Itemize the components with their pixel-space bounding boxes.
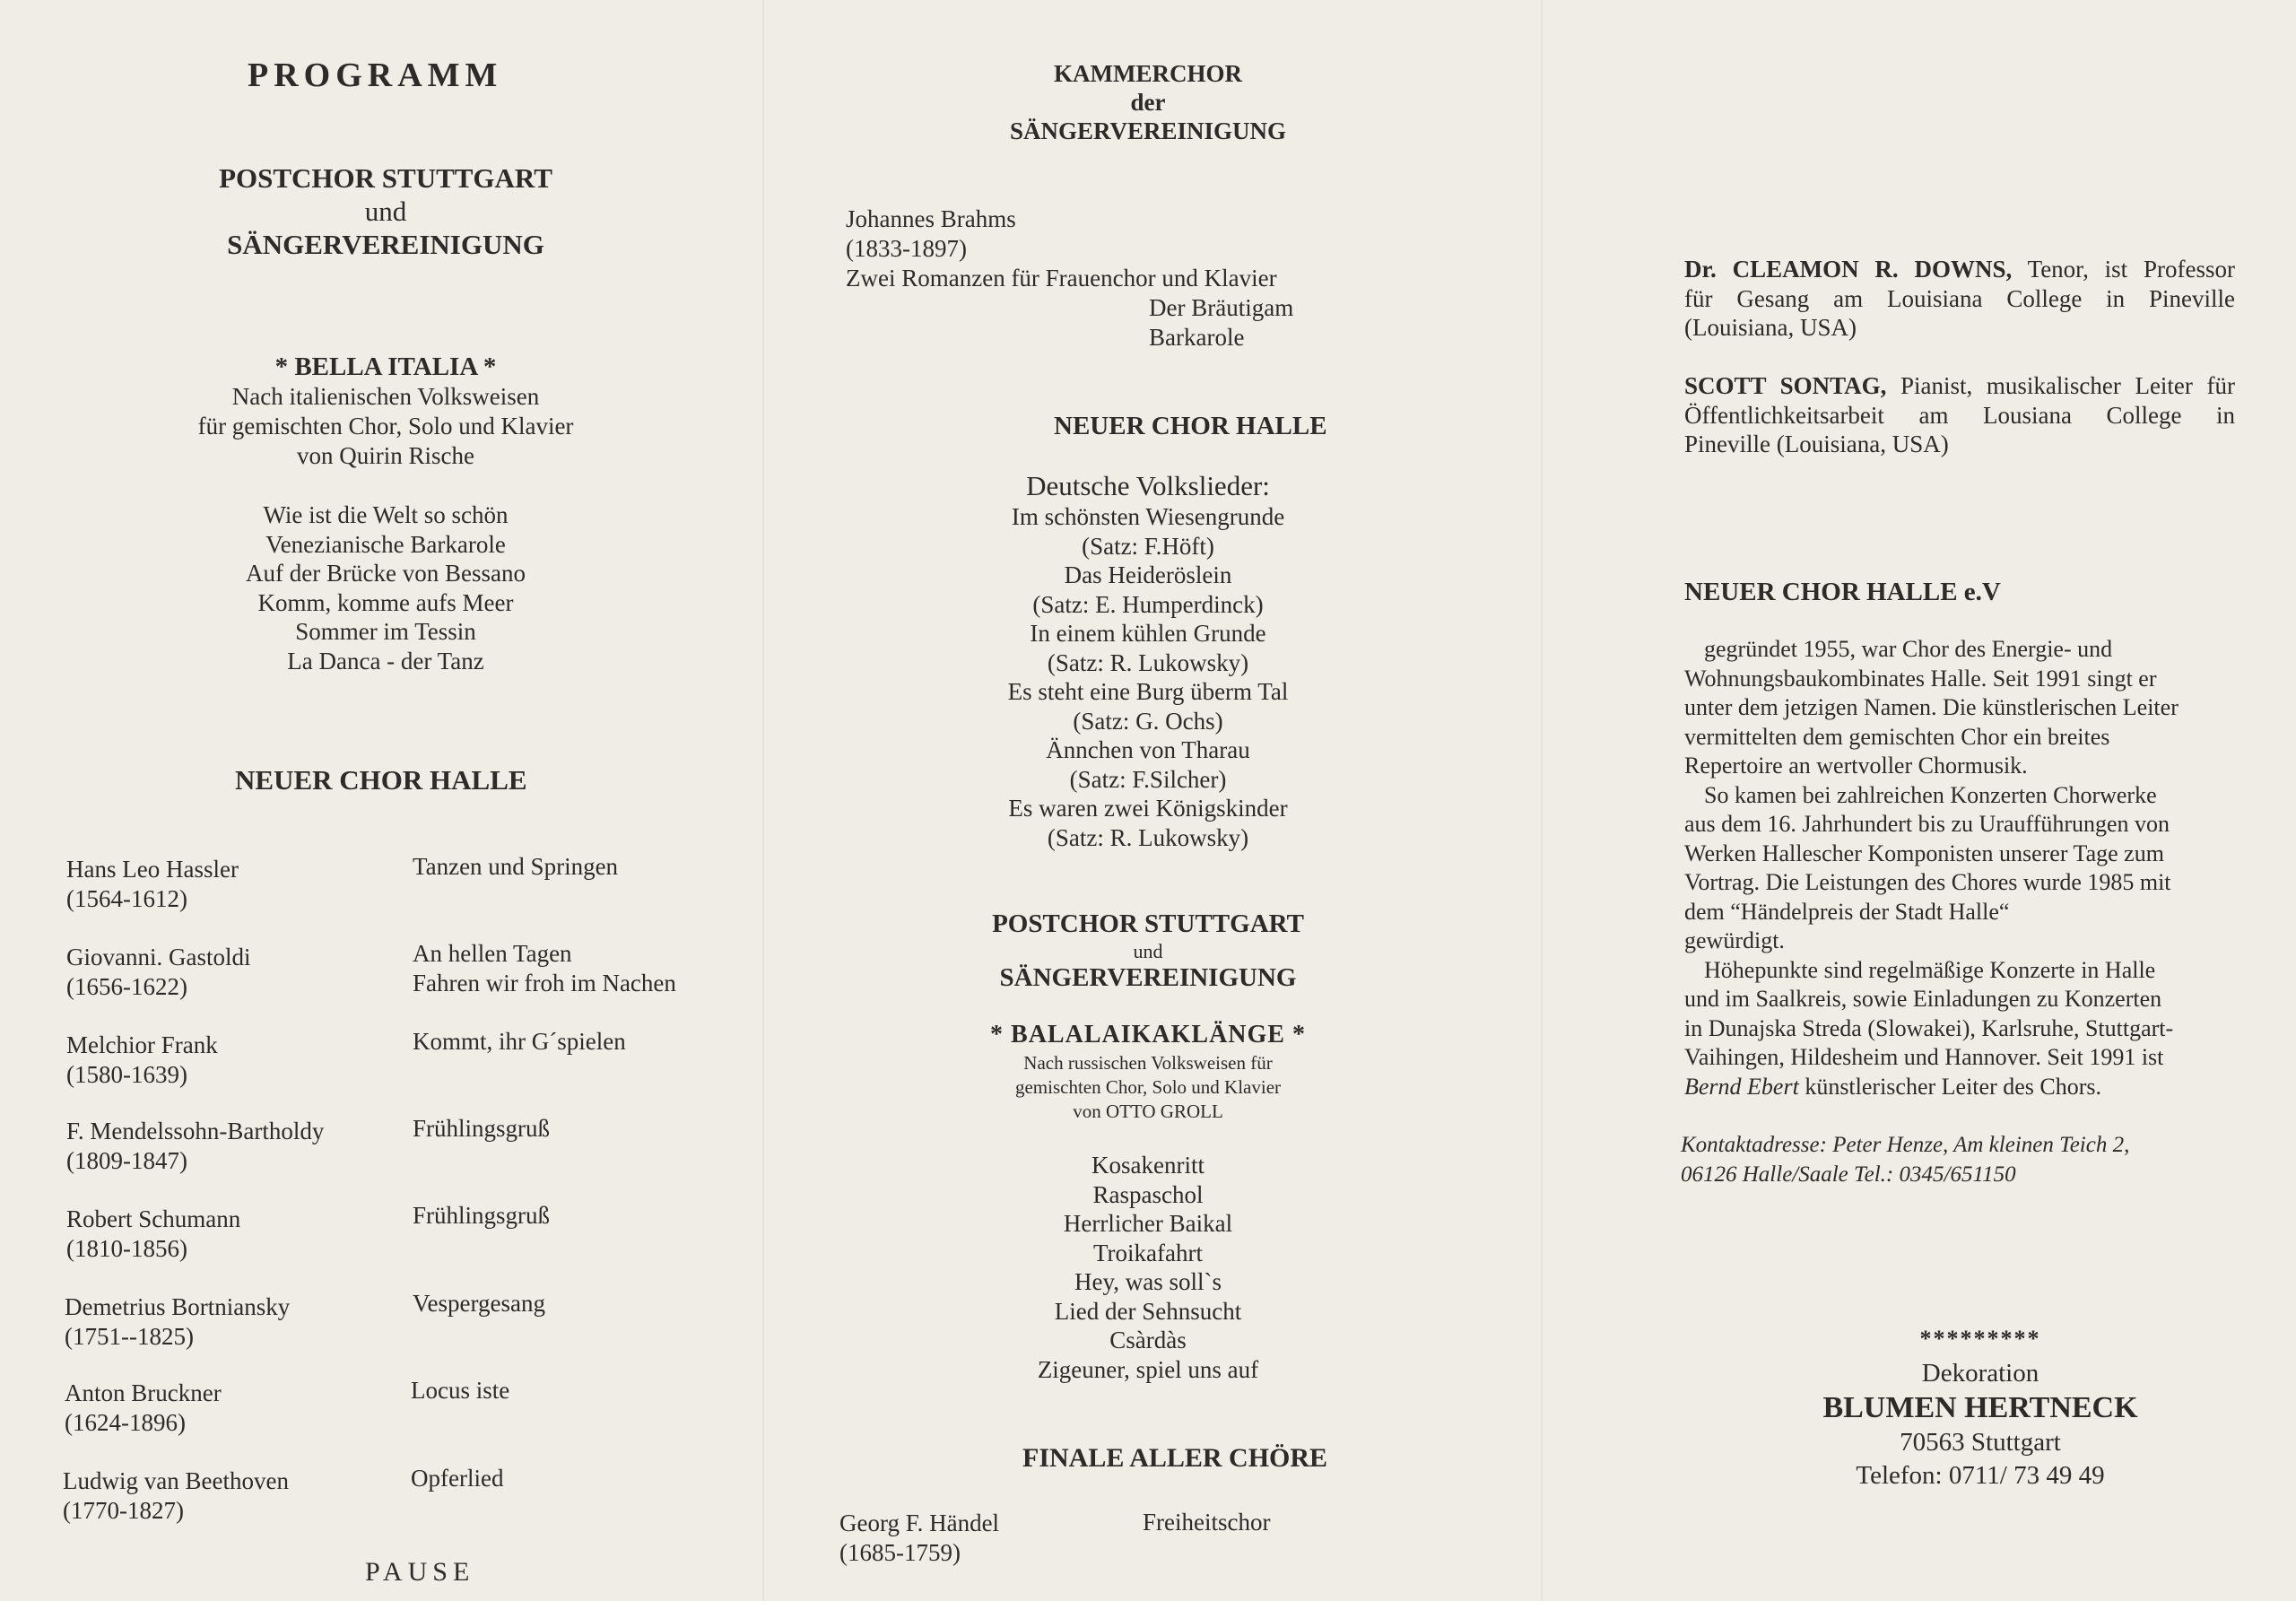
composer-name: F. Mendelssohn-Bartholdy (66, 1118, 325, 1144)
list-item: Im schönsten Wiesengrunde (1011, 503, 1285, 530)
list-item: (Satz: F.Silcher) (1069, 765, 1227, 793)
neuer-chor-ev-heading: NEUER CHOR HALLE e.V (1684, 578, 2001, 606)
sontag-bio (1684, 371, 2235, 459)
list-item-work (413, 939, 676, 998)
postchor-heading-2: POSTCHOR STUTTGART (992, 909, 1304, 938)
list-item: (Satz: E. Humperdinck) (1032, 590, 1264, 618)
right-panel (1541, 0, 2296, 1601)
list-item-work (413, 1289, 545, 1318)
finale-entry (839, 1509, 999, 1568)
kammerchor-name: KAMMERCHOR (1054, 60, 1242, 87)
history-line: Vortrag. Die Leistungen des Chores wurde 1985 mit (1684, 869, 2171, 895)
composer-name: Demetrius Bortniansky (65, 1293, 291, 1320)
choir-heading (179, 161, 592, 261)
composer-dates: (1770-1827) (63, 1497, 184, 1524)
choir-name-1: POSTCHOR STUTTGART (219, 162, 552, 194)
left-panel (0, 0, 762, 1601)
history-line: Höhepunkte sind regelmäßige Konzerte in Halle (1704, 956, 2156, 983)
history-line: So kamen bei zahlreichen Konzerten Chorwerke (1704, 781, 2157, 808)
bella-italia-block (117, 352, 655, 471)
contact-line: 06126 Halle/Saale Tel.: 0345/651150 (1681, 1162, 2016, 1187)
bella-italia-title: * BELLA ITALIA * (274, 352, 497, 381)
work-title: Tanzen und Springen (413, 853, 619, 880)
balalaika-line: von OTTO GROLL (1073, 1101, 1223, 1122)
downs-name: Dr. CLEAMON R. DOWNS, (1684, 256, 2013, 283)
list-item-composer (66, 1117, 324, 1176)
contact-line: Kontaktadresse: Peter Henze, Am kleinen Teich 2, (1681, 1133, 2130, 1157)
song-item: La Danca - der Tanz (287, 647, 484, 674)
history-line (1684, 1073, 2179, 1102)
balalaika-subtitle (924, 1051, 1372, 1124)
history-line: gegründet 1955, war Chor des Energie- und (1704, 636, 2113, 662)
work-title: Frühlingsgruß (413, 1202, 551, 1229)
composer-name: Hans Leo Hassler (66, 856, 239, 883)
kammerchor-heading (924, 59, 1372, 145)
balalaika-line: gemischten Chor, Solo und Klavier (1014, 1076, 1282, 1098)
song-item: Hey, was soll`s (1074, 1268, 1222, 1295)
kammerchor-der: der (1130, 89, 1166, 116)
composer-dates: (1751--1825) (65, 1323, 194, 1350)
list-item-work (413, 1027, 626, 1057)
sontag-name: SCOTT SONTAG, (1684, 372, 1887, 399)
list-item-work (413, 1114, 550, 1144)
list-item-work (413, 852, 618, 882)
song-item: Lied der Sehnsucht (1054, 1297, 1242, 1325)
volkslieder-list (924, 502, 1372, 852)
work-title: Opferlied (411, 1465, 504, 1492)
contact-address (1681, 1130, 2129, 1189)
bella-line: von Quirin Rische (297, 442, 474, 469)
bio-line: für Gesang am Louisiana College in Pineville (1684, 284, 2235, 312)
composer-dates: (1809-1847) (66, 1147, 187, 1174)
composer-name: Anton Bruckner (65, 1379, 222, 1406)
song-item: Kosakenritt (1091, 1152, 1205, 1179)
history-line: aus dem 16. Jahrhundert bis zu Uraufführungen von (1684, 811, 2170, 837)
composer-name: Melchior Frank (66, 1031, 218, 1058)
choir-name-2: SÄNGERVEREINIGUNG (227, 229, 544, 260)
list-item-composer (65, 1379, 222, 1438)
bella-line: für gemischten Chor, Solo und Klavier (197, 413, 574, 439)
composer-dates: (1833-1897) (846, 235, 967, 262)
composer-dates: (1685-1759) (839, 1539, 961, 1566)
song-item: Sommer im Tessin (295, 618, 476, 645)
balalaika-songs (924, 1151, 1372, 1384)
song-item: Raspaschol (1092, 1180, 1204, 1208)
list-item: In einem kühlen Grunde (1030, 620, 1266, 647)
list-item: Es waren zwei Königskinder (1008, 795, 1288, 822)
sontag-role: Pianist, musikalischer Leiter für (1900, 372, 2235, 399)
list-item: (Satz: R. Lukowsky) (1047, 823, 1249, 851)
song-item: Venezianische Barkarole (265, 530, 506, 558)
work-title: Kommt, ihr G´spielen (413, 1028, 626, 1055)
list-item-composer (66, 1205, 240, 1264)
brahms-pieces (1149, 293, 1293, 352)
history-line: in Dunajska Streda (Slowakei), Karlsruhe, Stuttgart- (1684, 1014, 2174, 1041)
bella-songs (117, 500, 655, 675)
postchor-and: und (1133, 940, 1163, 962)
list-item-composer (66, 1031, 218, 1090)
list-item-work (411, 1464, 503, 1493)
downs-role: Tenor, ist Professor (2027, 256, 2235, 283)
composer-dates: (1564-1612) (66, 885, 187, 912)
pause-label: PAUSE (365, 1557, 475, 1587)
shop-city: 70563 Stuttgart (1900, 1428, 2061, 1457)
brahms-entry (846, 204, 1277, 293)
piece-item: Der Bräutigam (1149, 294, 1294, 321)
song-item: Wie ist die Welt so schön (263, 501, 509, 528)
list-item: (Satz: G. Ochs) (1073, 707, 1223, 735)
bio-line (1684, 371, 2235, 401)
song-item: Csàrdàs (1109, 1327, 1187, 1353)
piece-item: Barkarole (1149, 324, 1245, 351)
work-title: Vespergesang (413, 1290, 545, 1317)
neuer-chor-heading: NEUER CHOR HALLE (235, 764, 527, 796)
list-item-composer (63, 1466, 289, 1526)
work-title: Locus iste (411, 1377, 510, 1404)
composer-dates: (1580-1639) (66, 1061, 187, 1088)
list-item-composer (66, 943, 250, 1002)
history-line: Repertoire an wertvoller Chormusik. (1684, 753, 2028, 779)
finale-heading: FINALE ALLER CHÖRE (1022, 1443, 1328, 1473)
list-item-work (411, 1376, 509, 1405)
history-line: Vaihingen, Hildesheim und Hannover. Seit 1991 ist (1684, 1044, 2164, 1070)
history-line: Werken Hallescher Komponisten unserer Tage zum (1684, 840, 2164, 866)
list-item-composer (65, 1292, 290, 1352)
work-title-2: Fahren wir froh im Nachen (413, 970, 676, 996)
shop-name: BLUMEN HERTNECK (1822, 1391, 2138, 1424)
song-item: Zigeuner, spiel uns auf (1037, 1355, 1259, 1383)
downs-bio (1684, 255, 2235, 343)
composer-dates: (1810-1856) (66, 1235, 187, 1262)
history-line: und im Saalkreis, sowie Einladungen zu Konzerten (1684, 986, 2162, 1012)
history-line: dem “Händelpreis der Stadt Halle“ (1684, 898, 2010, 925)
list-item: Ännchen von Tharau (1046, 736, 1250, 763)
shop-phone: Telefon: 0711/ 73 49 49 (1856, 1461, 2105, 1490)
stars-divider: ********* (1919, 1326, 2041, 1352)
song-item: Komm, komme aufs Meer (257, 588, 514, 616)
composer-name: Georg F. Händel (839, 1510, 1000, 1536)
history-line: Wohnungsbaukombinates Halle. Seit 1991 singt er (1684, 665, 2157, 692)
leader-rest: künstlerischer Leiter des Chors. (1798, 1073, 2101, 1100)
work-title: Zwei Romanzen für Frauenchor und Klavier (846, 265, 1277, 291)
choir-history (1684, 635, 2179, 1101)
work-title: Frühlingsgruß (413, 1115, 551, 1142)
song-item: Herrlicher Baikal (1063, 1210, 1233, 1237)
bio-line: Öffentlichkeitsarbeit am Lousiana College in (1684, 401, 2235, 429)
song-item: Troikafahrt (1093, 1239, 1203, 1266)
history-line: unter dem jetzigen Namen. Die künstlerischen Leiter (1684, 694, 2179, 720)
middle-panel (762, 0, 1541, 1601)
list-item: (Satz: R. Lukowsky) (1047, 648, 1249, 676)
list-item: Das Heideröslein (1064, 561, 1232, 588)
composer-name: Ludwig van Beethoven (63, 1467, 289, 1494)
history-line: gewürdigt. (1684, 927, 1785, 953)
list-item-work (413, 1201, 550, 1231)
finale-work: Freiheitschor (1143, 1509, 1271, 1536)
composer-dates: (1656-1622) (66, 973, 187, 1000)
song-item: Auf der Brücke von Bessano (246, 560, 526, 587)
bella-line: Nach italienischen Volksweisen (231, 383, 540, 410)
kammerchor-name-2: SÄNGERVEREINIGUNG (1009, 117, 1287, 144)
balalaika-line: Nach russischen Volksweisen für (1023, 1052, 1273, 1074)
program-title: PROGRAMM (248, 57, 503, 94)
composer-dates: (1624-1896) (65, 1409, 186, 1436)
bio-line: (Louisiana, USA) (1684, 314, 1857, 341)
neuer-chor-heading-2: NEUER CHOR HALLE (1054, 412, 1327, 440)
leader-name: Bernd Ebert (1684, 1073, 1799, 1100)
composer-name: Robert Schumann (66, 1205, 241, 1232)
composer-name: Johannes Brahms (846, 205, 1016, 232)
balalaika-title: * BALALAIKAKLÄNGE * (990, 1021, 1306, 1048)
composer-name: Giovanni. Gastoldi (66, 944, 251, 970)
bio-line (1684, 255, 2235, 284)
list-item-composer (66, 855, 239, 914)
work-title: An hellen Tagen (413, 940, 572, 967)
history-line: vermittelten dem gemischten Chor ein breites (1684, 723, 2110, 750)
list-item: (Satz: F.Höft) (1082, 532, 1214, 560)
choir-and: und (364, 196, 407, 227)
volkslieder-title: Deutsche Volkslieder: (1026, 470, 1270, 501)
list-item: Es steht eine Burg überm Tal (1007, 678, 1289, 705)
bio-line: Pineville (Louisiana, USA) (1684, 431, 1949, 457)
saengervereinigung-heading-2: SÄNGERVEREINIGUNG (999, 963, 1297, 992)
dekoration-label: Dekoration (1921, 1359, 2039, 1388)
